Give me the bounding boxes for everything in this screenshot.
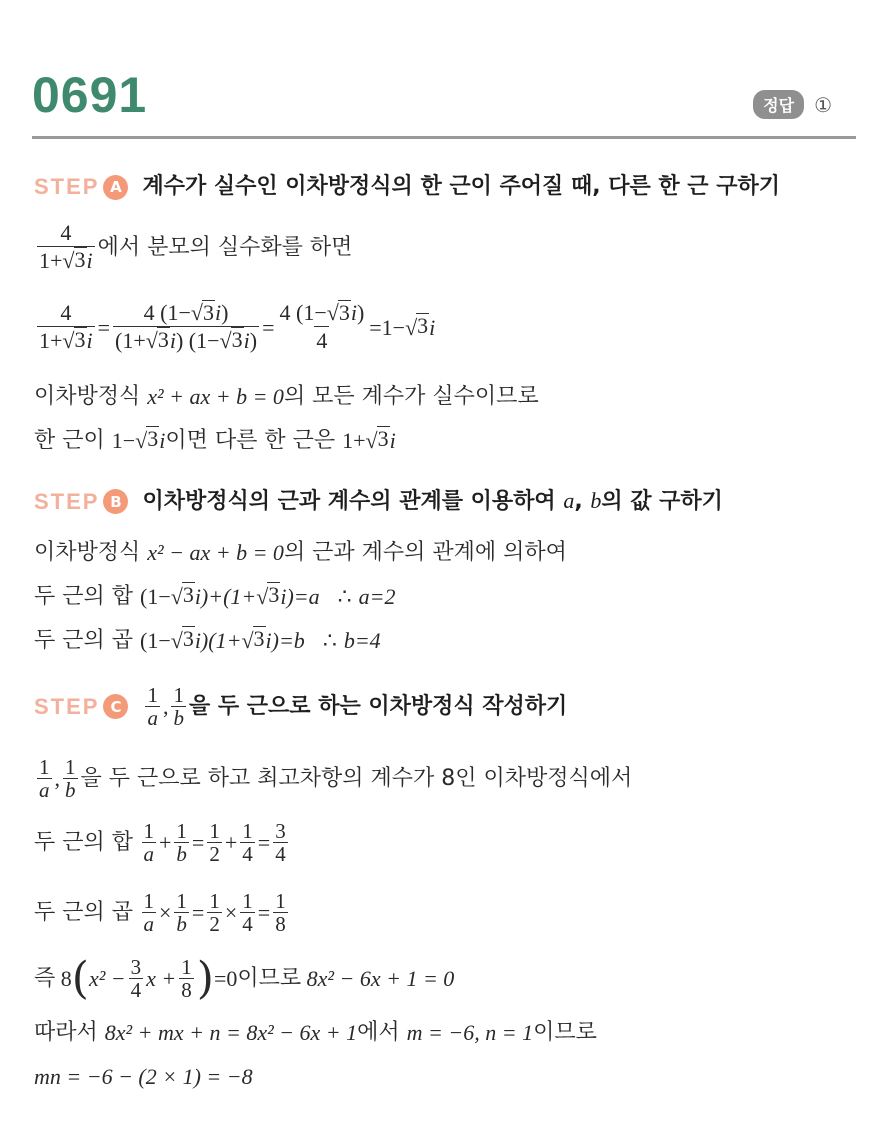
- text: ,: [54, 765, 60, 791]
- answer-area: [753, 90, 832, 119]
- text: i)=a: [280, 584, 320, 609]
- text: ) (1−: [175, 328, 220, 353]
- numerator: 4: [60, 300, 72, 325]
- right-paren: ): [196, 952, 214, 1004]
- rationalize-line: [34, 220, 352, 275]
- numerator: [278, 300, 367, 326]
- text: (1−: [140, 584, 171, 609]
- numerator: 1: [176, 889, 187, 913]
- imaginary-unit: i: [243, 328, 250, 353]
- text: i)(1+: [194, 628, 242, 653]
- all-real-line: [34, 382, 539, 412]
- therefore-symbol: ∴: [337, 584, 352, 609]
- final-answer-line: [34, 1062, 253, 1092]
- radicand: 3: [253, 626, 266, 656]
- text: 8: [60, 965, 72, 991]
- sqrt-symbol: √ 3: [326, 300, 350, 325]
- therefore-symbol: ∴: [322, 628, 337, 653]
- text: 1+: [342, 428, 366, 453]
- numerator: 1: [242, 819, 253, 843]
- radicand: 3: [146, 426, 159, 456]
- equals: =: [97, 314, 111, 340]
- text: 의 모든 계수가 실수이므로: [283, 384, 539, 409]
- imaginary-unit: i: [214, 300, 222, 325]
- numerator: 4: [60, 220, 72, 245]
- radicand: 3: [202, 300, 214, 325]
- denominator: [37, 326, 95, 355]
- step-a-circle-icon: A: [103, 175, 128, 200]
- radicand: 3: [416, 313, 429, 343]
- denominator: 2: [209, 912, 220, 936]
- radicand: 3: [157, 327, 170, 355]
- plus: +: [159, 829, 172, 855]
- fraction: [129, 956, 144, 1001]
- fraction: [278, 300, 367, 355]
- fraction: [240, 890, 255, 935]
- problem-number: 0691: [32, 67, 148, 123]
- numerator: 1: [147, 683, 158, 707]
- times: ×: [159, 899, 172, 925]
- coefficient-line: [34, 1018, 597, 1048]
- imaginary-unit: i: [86, 328, 93, 353]
- denominator: a: [143, 842, 154, 866]
- sqrt-symbol: √ 3: [190, 300, 214, 325]
- equation: 8x² + mx + n = 8x² − 6x + 1: [104, 1020, 358, 1045]
- rationalize-equation: [34, 300, 435, 355]
- fraction: [179, 956, 194, 1001]
- text: 이므로: [237, 965, 302, 991]
- text: 1+: [39, 328, 63, 353]
- text: ): [356, 300, 365, 325]
- denominator: a: [147, 706, 158, 730]
- radicand: 3: [267, 582, 280, 612]
- answer-badge: 정답: [753, 90, 804, 119]
- denominator: 8: [181, 978, 192, 1002]
- fraction: [142, 820, 157, 865]
- radicand: 3: [338, 300, 350, 325]
- numerator: 1: [39, 755, 50, 779]
- equation: x² − ax + b = 0: [147, 540, 284, 565]
- text: i)=b: [265, 628, 305, 653]
- fraction: [174, 820, 189, 865]
- fraction: [174, 890, 189, 935]
- equation: m = −6, n = 1: [406, 1020, 534, 1045]
- sqrt-symbol: √ 3: [366, 426, 390, 456]
- text: 따라서: [34, 1020, 98, 1045]
- equals: =: [257, 899, 271, 925]
- numerator: 1: [209, 819, 220, 843]
- text: 1+: [39, 248, 63, 273]
- text: 두 근의 곱: [34, 899, 133, 925]
- times: ×: [224, 899, 238, 925]
- fraction: [145, 684, 160, 729]
- variable-b: b: [590, 488, 602, 513]
- numerator: 3: [130, 955, 142, 979]
- denominator: 4: [242, 912, 253, 936]
- text: 한 근이: [34, 428, 105, 453]
- text: =1−: [369, 314, 406, 340]
- step-c-heading: [34, 684, 567, 729]
- sqrt-symbol: √ 3: [405, 313, 429, 343]
- text: x² −: [88, 965, 126, 991]
- radicand: 3: [74, 327, 87, 355]
- sqrt-symbol: √ 3: [171, 626, 195, 656]
- text: 이면 다른 한 근은: [165, 428, 336, 453]
- radicand: 3: [182, 582, 195, 612]
- text: 두 근의 합: [34, 829, 133, 855]
- step-c-circle-icon: C: [103, 694, 128, 719]
- denominator: b: [176, 842, 187, 866]
- imaginary-unit: i: [86, 248, 93, 273]
- product-line: [34, 626, 381, 656]
- imaginary-unit: i: [389, 428, 396, 453]
- step-label: STEP: [34, 488, 100, 514]
- text: 이차방정식: [34, 384, 141, 409]
- product-of-reciprocals-line: [34, 890, 291, 935]
- numerator: [142, 300, 231, 326]
- header-divider: [32, 136, 856, 139]
- text: ,: [574, 489, 583, 514]
- sqrt-symbol: √ 3: [62, 247, 86, 273]
- radicand: 3: [377, 426, 390, 456]
- numerator: 1: [176, 819, 187, 843]
- text: x +: [146, 965, 177, 991]
- equals: =: [191, 899, 205, 925]
- denominator: b: [176, 912, 187, 936]
- imaginary-unit: i: [169, 328, 176, 353]
- step-b-title: [142, 486, 722, 517]
- denominator: a: [39, 778, 50, 802]
- numerator: 3: [275, 819, 286, 843]
- radicand: 3: [74, 247, 87, 275]
- text: 4 (1−: [143, 300, 191, 325]
- sum-of-reciprocals-line: [34, 820, 291, 865]
- vieta-line: [34, 538, 567, 568]
- plus: +: [224, 829, 238, 855]
- radicand: 3: [182, 626, 195, 656]
- numerator: 1: [143, 819, 154, 843]
- text: ): [221, 300, 229, 325]
- text: 에서: [357, 1020, 400, 1045]
- answer-value: ①: [814, 92, 832, 117]
- denominator: b: [173, 706, 184, 730]
- final-answer: mn = −6 − (2 × 1) = −8: [34, 1064, 253, 1089]
- fraction: [63, 756, 78, 801]
- sqrt-symbol: √ 3: [241, 626, 265, 656]
- fraction: [240, 820, 255, 865]
- fraction: [273, 820, 288, 865]
- text: =0: [213, 965, 238, 991]
- radicand: 3: [231, 327, 244, 355]
- sqrt-symbol: √ 3: [62, 327, 86, 353]
- denominator: a: [143, 912, 154, 936]
- imaginary-unit: i: [159, 428, 166, 453]
- b-value: b=4: [343, 628, 381, 653]
- text: ): [249, 328, 258, 353]
- equation: x² + ax + b = 0: [147, 384, 284, 409]
- step-a-title: 계수가 실수인 이차방정식의 한 근이 주어질 때, 다른 한 근 구하기: [142, 174, 780, 199]
- denominator: 4: [316, 328, 328, 353]
- sqrt-symbol: √ 3: [171, 582, 195, 612]
- make-equation-line: [34, 756, 632, 801]
- fraction: [37, 220, 95, 275]
- text: ,: [162, 693, 169, 719]
- imaginary-unit: i: [429, 314, 436, 340]
- denominator: 4: [242, 842, 253, 866]
- step-b-circle-icon: B: [103, 489, 128, 514]
- numerator: 1: [275, 889, 286, 913]
- denominator: 2: [209, 842, 220, 866]
- text: 이차방정식의 근과 계수의 관계를 이용하여: [142, 489, 556, 514]
- other-root-line: [34, 426, 396, 456]
- fraction: [37, 756, 52, 801]
- text: (1+: [115, 328, 146, 353]
- equals: =: [191, 829, 205, 855]
- equals: =: [257, 829, 271, 855]
- text: i)+(1+: [194, 584, 257, 609]
- sqrt-symbol: √ 3: [219, 327, 243, 353]
- step-b-heading: [34, 486, 723, 517]
- sqrt-symbol: √ 3: [145, 327, 169, 353]
- equation: 8x² − 6x + 1 = 0: [306, 965, 455, 991]
- fraction: [37, 300, 95, 355]
- fraction: [207, 820, 222, 865]
- numerator: 1: [143, 889, 154, 913]
- denominator: 8: [275, 912, 286, 936]
- equals: =: [262, 314, 275, 340]
- fraction: [273, 890, 288, 935]
- rationalize-text: 에서 분모의 실수화를 하면: [97, 234, 353, 260]
- text: 4 (1−: [279, 300, 327, 325]
- fraction: [113, 300, 259, 355]
- sum-line: [34, 582, 396, 612]
- left-paren: (: [71, 952, 89, 1004]
- text: 의 근과 계수의 관계에 의하여: [283, 540, 567, 565]
- numerator: 1: [181, 955, 192, 979]
- step-a-heading: [34, 172, 780, 202]
- denominator: [113, 326, 259, 355]
- denominator: b: [65, 778, 76, 802]
- numerator: 1: [242, 889, 253, 913]
- fraction: [142, 890, 157, 935]
- fraction: [171, 684, 186, 729]
- text: 이므로: [533, 1020, 597, 1045]
- sqrt-symbol: √ 3: [256, 582, 280, 612]
- quadratic-construction-line: [34, 952, 455, 1004]
- text: 을 두 근으로 하고 최고차항의 계수가 8인 이차방정식에서: [80, 765, 633, 791]
- text: 이차방정식: [34, 540, 141, 565]
- text: 즉: [34, 965, 56, 991]
- denominator: 4: [130, 978, 142, 1002]
- denominator: [37, 246, 95, 275]
- text: 의 값 구하기: [601, 489, 723, 514]
- text: 두 근의 곱: [34, 628, 133, 653]
- step-c-title: 을 두 근으로 하는 이차방정식 작성하기: [188, 693, 568, 719]
- sqrt-symbol: √ 3: [135, 426, 159, 456]
- numerator: 1: [209, 889, 220, 913]
- fraction: [207, 890, 222, 935]
- step-label: STEP: [34, 174, 100, 199]
- text: 1−: [111, 428, 136, 453]
- text: (1−: [140, 628, 171, 653]
- imaginary-unit: i: [350, 300, 357, 325]
- text: 두 근의 합: [34, 584, 133, 609]
- numerator: 1: [65, 755, 76, 779]
- numerator: 1: [173, 683, 184, 707]
- variable-a: a: [563, 488, 575, 513]
- a-value: a=2: [358, 584, 396, 609]
- step-label: STEP: [34, 693, 100, 719]
- denominator: 4: [275, 842, 286, 866]
